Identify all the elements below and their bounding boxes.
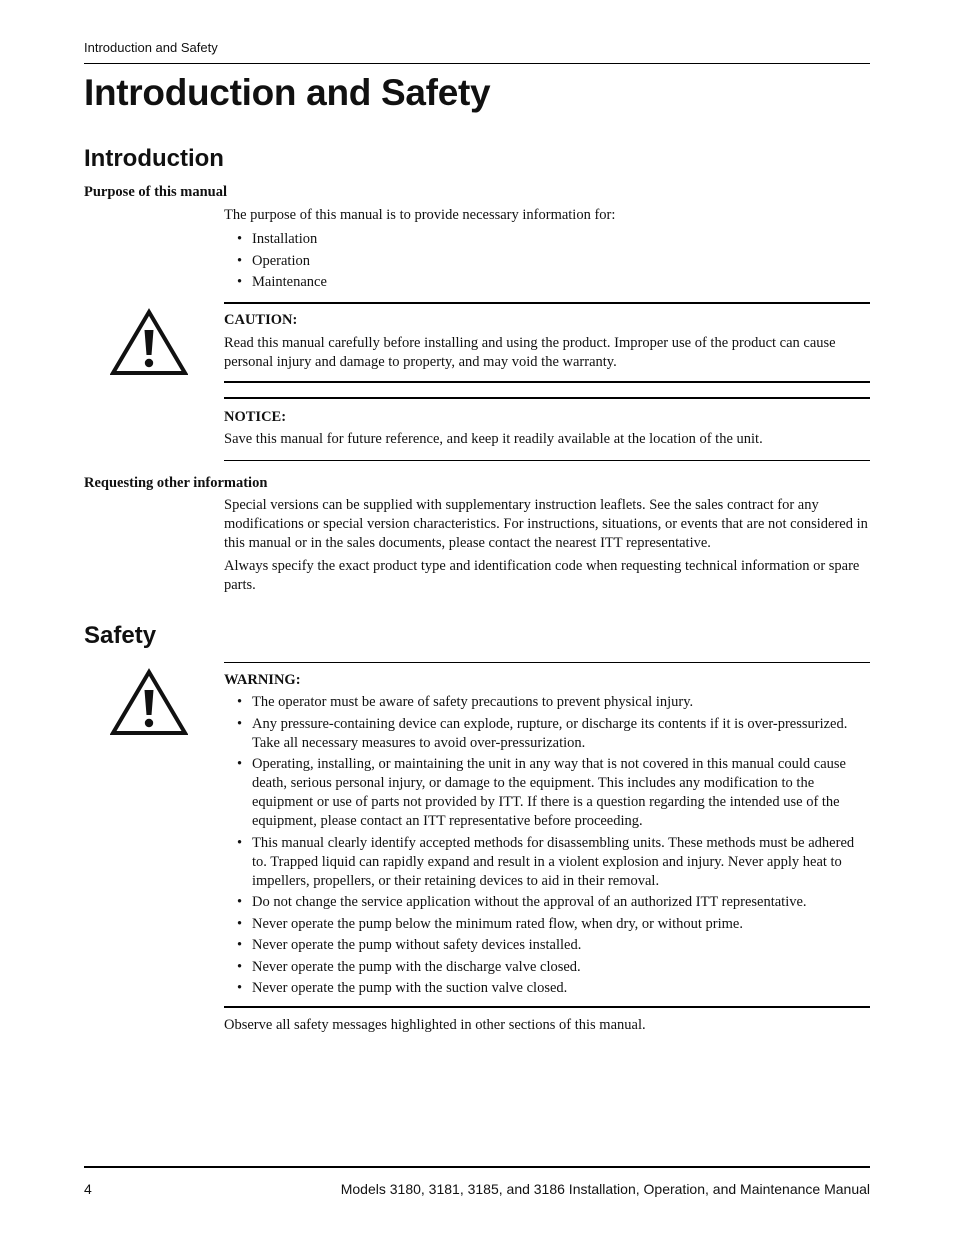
requesting-paragraph: Always specify the exact product type and identification code when requesting technical information or spare parts. <box>224 558 860 593</box>
list-item: • Operation <box>224 251 872 273</box>
list-item: • The operator must be aware of safety precautions to prevent physical injury. <box>224 693 872 712</box>
warning-top-rule <box>224 662 870 663</box>
warning-bottom-rule <box>224 1006 870 1008</box>
section-heading-introduction: Introduction <box>84 145 224 172</box>
purpose-list <box>224 229 872 294</box>
running-header: Introduction and Safety <box>84 40 218 55</box>
list-item: • This manual clearly identify accepted methods for disassembling units. These methods must be adhered to. Trapped liquid can rapidly expand and result in a violent explosion and injury. Never apply heat to impellers, propellers, or their retaining devices to aid in their removal. <box>224 834 872 891</box>
subheading-requesting: Requesting other information <box>84 475 268 491</box>
footer-rule <box>84 1166 870 1168</box>
list-item: • Operating, installing, or maintaining the unit in any way that is not covered in this manual could cause death, serious personal injury, or damage to the equipment. This includes any modification to the equipment or use of parts not provided by ITT. If there is a question regarding the intended use of the equipment, please contact an ITT representative before proceeding. <box>224 755 872 831</box>
page-title: Introduction and Safety <box>84 72 491 113</box>
notice-text: Save this manual for future reference, and keep it readily available at the location of the unit. <box>224 431 763 447</box>
notice-top-rule <box>224 397 870 399</box>
purpose-text: The purpose of this manual is to provide necessary information for: <box>224 207 616 223</box>
list-item: • Maintenance <box>224 272 872 294</box>
section-heading-safety: Safety <box>84 622 157 649</box>
header-rule <box>84 63 870 64</box>
list-item: • Any pressure-containing device can explode, rupture, or discharge its contents if it is over-pressurized. Take all necessary measures to avoid over-pressurization. <box>224 715 872 753</box>
subheading-purpose: Purpose of this manual <box>84 184 228 200</box>
list-item: • Do not change the service application without the approval of an authorized ITT representative. <box>224 893 872 912</box>
caution-label: CAUTION: <box>224 312 298 328</box>
warning-label: WARNING: <box>224 672 301 688</box>
page-number: 4 <box>84 1181 92 1197</box>
requesting-paragraph: Special versions can be supplied with supplementary instruction leaflets. See the sales contract for any modifications or special version characteristics. For instructions, situations, or events that are not considered in this manual or in the sales documents, please contact the nearest ITT representative. <box>224 497 868 551</box>
list-item: • Installation <box>224 229 872 251</box>
warning-triangle-icon <box>110 308 188 376</box>
closing-text: Observe all safety messages highlighted in other sections of this manual. <box>224 1017 646 1033</box>
caution-text: Read this manual carefully before installing and using the product. Improper use of the product can cause personal injury and damage to property, and may void the warranty. <box>224 335 836 370</box>
list-item: • Never operate the pump with the suction valve closed. <box>224 979 872 998</box>
notice-label: NOTICE: <box>224 409 287 425</box>
warning-triangle-icon <box>110 668 188 736</box>
caution-top-rule <box>224 302 870 304</box>
list-item: • Never operate the pump below the minimum rated flow, when dry, or without prime. <box>224 915 872 934</box>
footer-manual-title: Models 3180, 3181, 3185, and 3186 Installation, Operation, and Maintenance Manual <box>340 1181 870 1197</box>
caution-bottom-rule <box>224 381 870 383</box>
list-item: • Never operate the pump with the discharge valve closed. <box>224 958 872 977</box>
list-item: • Never operate the pump without safety devices installed. <box>224 936 872 955</box>
notice-bottom-rule <box>224 460 870 461</box>
warning-list <box>224 693 872 998</box>
